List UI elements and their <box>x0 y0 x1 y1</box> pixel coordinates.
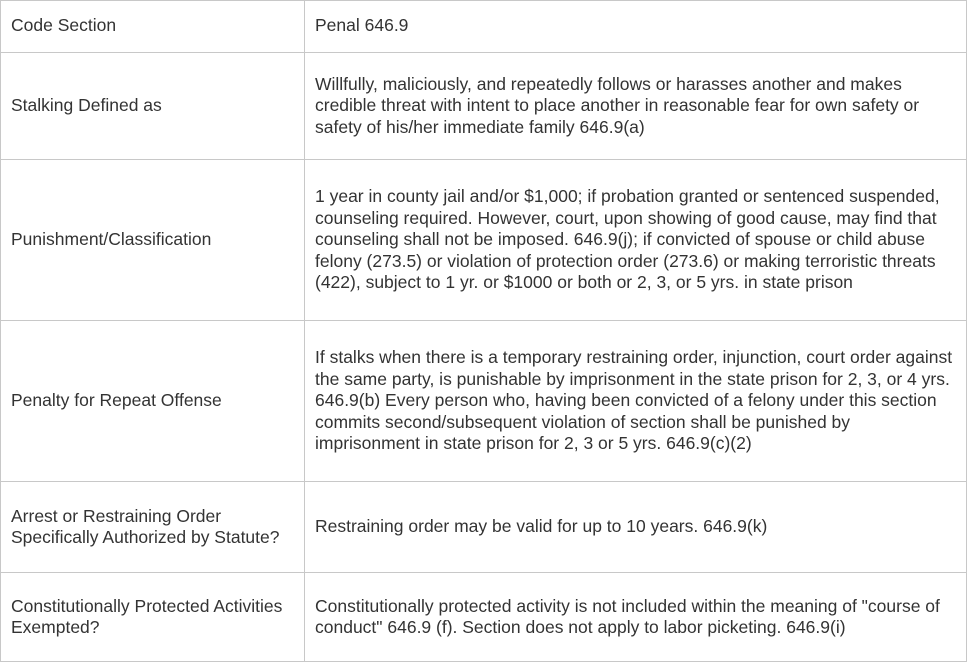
row-value-protected-activities: Constitutionally protected activity is not included within the meaning of "course of conduct" 646.9 (f). Section does not apply to labor picketing. 646.9(i) <box>305 573 967 662</box>
row-label-punishment: Punishment/Classification <box>1 160 305 321</box>
table-row <box>1 321 967 482</box>
row-value-restraining-order: Restraining order may be valid for up to 10 years. 646.9(k) <box>305 482 967 573</box>
table-row <box>1 53 967 160</box>
row-label-code-section: Code Section <box>1 1 305 53</box>
row-value-code-section: Penal 646.9 <box>305 1 967 53</box>
row-label-protected-activities: Constitutionally Protected Activities Exempted? <box>1 573 305 662</box>
table-row <box>1 160 967 321</box>
table-row <box>1 573 967 662</box>
row-label-stalking-defined: Stalking Defined as <box>1 53 305 160</box>
row-label-restraining-order: Arrest or Restraining Order Specifically Authorized by Statute? <box>1 482 305 573</box>
table-row <box>1 482 967 573</box>
row-value-repeat-offense: If stalks when there is a temporary restraining order, injunction, court order against the same party, is punishable by imprisonment in the state prison for 2, 3, or 4 yrs. 646.9(b) Every person who, having been convicted of a felony under this section commits second/subsequent violation of section shall be punished by imprisonment in state prison for 2, 3 or 5 yrs. 646.9(c)(2) <box>305 321 967 482</box>
row-value-punishment: 1 year in county jail and/or $1,000; if probation granted or sentenced suspended, counseling required. However, court, upon showing of good cause, may find that counseling shall not be imposed. 646.9(j); if convicted of spouse or child abuse felony (273.5) or violation of protection order (273.6) or making terroristic threats (422), subject to 1 yr. or $1000 or both or 2, 3, or 5 yrs. in state prison <box>305 160 967 321</box>
row-label-repeat-offense: Penalty for Repeat Offense <box>1 321 305 482</box>
row-value-stalking-defined: Willfully, maliciously, and repeatedly follows or harasses another and makes credible threat with intent to place another in reasonable fear for own safety or safety of his/her immediate family 646.9(a) <box>305 53 967 160</box>
table-row <box>1 1 967 53</box>
